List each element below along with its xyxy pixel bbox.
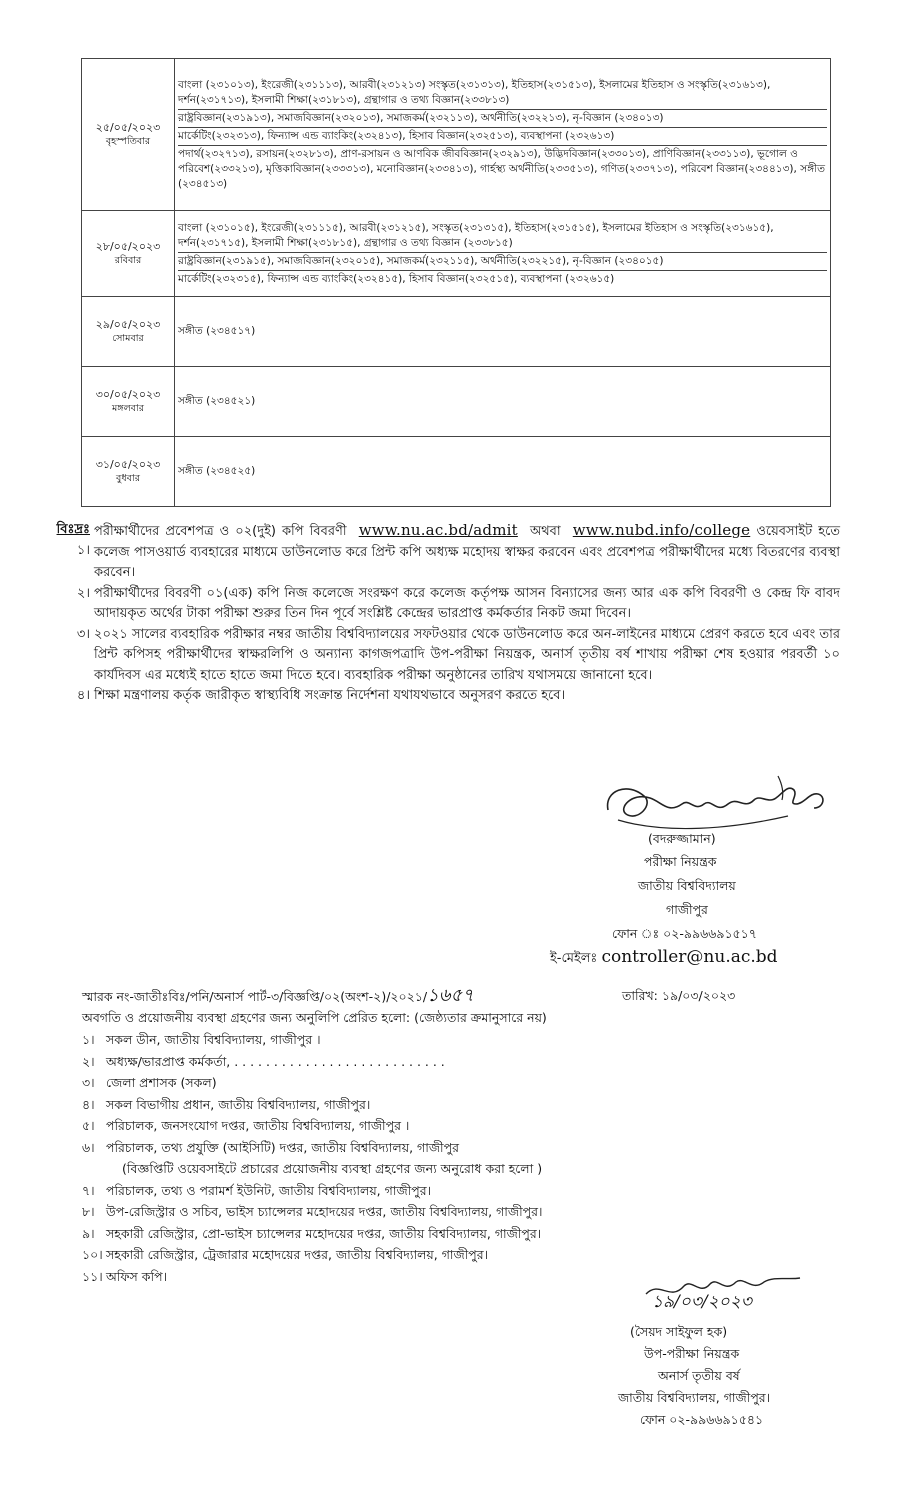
subject-group: রাষ্ট্রবিজ্ঞান(২৩১৯১৩), সমাজবিজ্ঞান(২৩২০১৩), সমাজকর্ম(২৩২১১৩), অর্থনীতি(২৩২২১৩), নৃ-বিজ্ঞান (২৩৪০১৩) (178, 110, 827, 128)
item-number: ৬। (82, 1139, 95, 1155)
routine-row (82, 297, 831, 367)
distribution-item (82, 1029, 782, 1051)
note-number: ১। (76, 542, 90, 558)
item-number: ২। (82, 1053, 95, 1069)
item-text: সহকারী রেজিস্ট্রার, প্রো-ভাইস চ্যান্সেলর মহোদয়ের দপ্তর, জাতীয় বিশ্ববিদ্যালয়, গাজীপুর। (106, 1225, 542, 1241)
exam-date-cell (82, 297, 175, 367)
exam-date: ৩১/০৫/২০২৩ (95, 457, 161, 471)
signatory-designation: উপ-পরীক্ষা নিয়ন্ত্রক (644, 1346, 740, 1361)
item-text: অফিস কপি। (106, 1268, 168, 1284)
distribution-list (82, 1029, 782, 1287)
note-text: পরীক্ষার্থীদের প্রবেশপত্র ও ০২(দুই) কপি বিবরণী (94, 524, 347, 539)
exam-day: বৃহস্পতিবার (105, 135, 151, 147)
note-number: ২। (76, 585, 90, 601)
item-text: পরিচালক, তথ্য প্রযুক্তি (আইসিটি) দপ্তর, জাতীয় বিশ্ববিদ্যালয়, গাজীপুর (106, 1139, 459, 1155)
subject-group: সঙ্গীত (২৩৪৫২১) (178, 395, 256, 407)
signatory-designation: পরীক্ষা নিয়ন্ত্রক (644, 854, 717, 869)
subjects-cell (175, 437, 831, 507)
note-number: ৪। (76, 688, 90, 703)
subjects-cell (175, 211, 831, 297)
note-1 (40, 520, 840, 584)
exam-day: মঙ্গলবার (112, 402, 144, 414)
memo-date: তারিখ: ১৯/০৩/২০২৩ (622, 988, 736, 1003)
note-text: পরীক্ষার্থীদের বিবরণী ০১(এক) কপি নিজ কলেজে সংরক্ষণ করে কলেজ কর্তৃপক্ষ আসন বিন্যাসের জন্য আর এক কপি বিবরণী ও কেন্দ্র ফি বাবদ আদায়কৃত অর্থের টাকা পরীক্ষা শুরুর তিন দিন পূর্বে সংশ্লিষ্ট কেন্দ্রের ভারপ্রাপ্ত কর্মকর্তার নিকট জমা দিবেন। (94, 585, 840, 621)
controller-signature (598, 770, 838, 850)
distribution-item (82, 1223, 782, 1245)
item-number: ৩। (82, 1075, 95, 1090)
item-text: পরিচালক, জনসংযোগ দপ্তর, জাতীয় বিশ্ববিদ্যালয়, গাজীপুর । (106, 1118, 410, 1133)
exam-day: রবিবার (114, 254, 142, 266)
item-number: ১। (82, 1032, 95, 1047)
exam-date: ২৫/০৫/২০২৩ (95, 120, 161, 134)
exam-date-cell (82, 437, 175, 507)
routine-row (82, 437, 831, 507)
signatory-place: গাজীপুর (666, 902, 708, 917)
distribution-item (82, 1137, 782, 1159)
routine-row (82, 211, 831, 297)
notes-section (40, 520, 840, 707)
distribution-item (82, 1051, 782, 1073)
subjects-cell (175, 297, 831, 367)
subject-group: পদার্থ(২৩২৭১৩), রসায়ন(২৩২৮১৩), প্রাণ-রসায়ন ও আণবিক জীববিজ্ঞান(২৩২৯১৩), উদ্ভিদবিজ্ঞান(২৩৩০১৩), প্রাণিবিজ্ঞান(২৩৩১১৩), ভূগোল ও পরিবেশ(২৩৩২১৩), মৃত্তিকাবিজ্ঞান(২৩৩৩১৩), মনোবিজ্ঞান(২৩৩৪১৩), গার্হস্থ্য অর্থনীতি(২৩৩৫১৩), গণিত(২৩৩৭১৩), পরিবেশ বিজ্ঞান(২৩৪৪১৩), সঙ্গীত (২৩৪৫১৩) (178, 147, 825, 190)
note-2 (40, 584, 840, 625)
item-number: ১০। (82, 1247, 103, 1262)
subject-group: বাংলা (২৩১০১৩), ইংরেজী(২৩১১১৩), আরবী(২৩১২১৩) সংস্কৃত(২৩১৩১৩), ইতিহাস(২৩১৫১৩), ইসলামের ইতিহাস ও সংস্কৃতি(২৩১৬১৩), দর্শন(২৩১৭১৩), ইসলামী শিক্ষা(২৩১৮১৩), গ্রন্থাগার ও তথ্য বিজ্ঞান(২৩৩৮১৩) (178, 77, 827, 110)
note-number: ৩। (76, 626, 90, 642)
signatory-phone: ফোন ০২-৯৯৬৬৯১৫৪১ (640, 1412, 764, 1427)
exam-date-cell (82, 367, 175, 437)
note-4 (40, 686, 840, 707)
signatory-phone: ফোন ঃ ০২-৯৯৬৬৯১৫১৭ (612, 926, 757, 941)
memo-intro: অবগতি ও প্রয়োজনীয় ব্যবস্থা গ্রহণের জন্য অনুলিপি প্রেরিত হলো: (জেষ্ঠ্যতার ক্রমানুসারে নয়) (82, 1010, 547, 1025)
item-number: ৭। (82, 1182, 95, 1198)
subject-group: রাষ্ট্রবিজ্ঞান(২৩১৯১৫), সমাজবিজ্ঞান(২৩২০১৫), সমাজকর্ম(২৩২১১৫), অর্থনীতি(২৩২২১৫), নৃ-বিজ্ঞান (২৩৪০১৫) (178, 253, 827, 271)
distribution-item (82, 1201, 782, 1223)
subjects-cell (175, 59, 831, 211)
memo-reference: স্মারক নং-জাতীঃবিঃ/পনি/অনার্স পার্ট-৩/বিজ্ঞপ্তি/০২(অংশ-২)/২০২১/১৬৫৭ (82, 985, 474, 1006)
signatory-name: (বদরুজ্জামান) (648, 831, 716, 846)
item-text: পরিচালক, তথ্য ও পরামর্শ ইউনিট, জাতীয় বিশ্ববিদ্যালয়, গাজীপুর। (106, 1182, 432, 1198)
item-number: ৯। (82, 1225, 95, 1241)
signatory-institution: জাতীয় বিশ্ববিদ্যালয় (638, 878, 736, 893)
subject-group: মার্কেটিং(২৩২৩১৩), ফিন্যান্স এন্ড ব্যাংকিং(২৩২৪১৩), হিসাব বিজ্ঞান(২৩২৫১৩), ব্যবস্থাপনা (২৩২৬১৩) (178, 128, 827, 146)
signatory-institution: জাতীয় বিশ্ববিদ্যালয়, গাজীপুর। (618, 1390, 771, 1405)
subject-group: বাংলা (২৩১০১৫), ইংরেজী(২৩১১১৫), আরবী(২৩১২১৫), সংস্কৃত(২৩১৩১৫), ইতিহাস(২৩১৫১৫), ইসলামের ইতিহাস ও সংস্কৃতি(২৩১৬১৫), দর্শন(২৩১৭১৫), ইসলামী শিক্ষা(২৩১৮১৫), গ্রন্থাগার ও তথ্য বিজ্ঞান (২৩৩৮১৫) (178, 220, 827, 253)
signature-date: ১৯/০৩/২০২৩ (652, 1292, 752, 1312)
routine-row (82, 59, 831, 211)
distribution-item (82, 1180, 782, 1202)
item-text: সকল ডীন, জাতীয় বিশ্ববিদ্যালয়, গাজীপুর । (106, 1032, 321, 1047)
item-number: ৫। (82, 1118, 95, 1133)
exam-date-cell (82, 59, 175, 211)
note-text: শিক্ষা মন্ত্রণালয় কর্তৃক জারীকৃত স্বাস্থ্যবিধি সংক্রান্ত নির্দেশনা যথাযথভাবে অনুসরণ করতে হবে। (94, 688, 566, 703)
routine-row (82, 367, 831, 437)
signatory-section: অনার্স তৃতীয় বর্ষ (658, 1368, 740, 1383)
memo-number: ১৬৫৭ (427, 985, 474, 1006)
exam-date: ৩০/০৫/২০২৩ (95, 387, 161, 401)
item-text: অধ্যক্ষ/ভারপ্রাপ্ত কর্মকর্তা, . . . . . . . . . . . . . . . . . . . . . . . . . . . (106, 1053, 445, 1069)
exam-day: বুধবার (116, 472, 140, 484)
item-number: ৪। (82, 1096, 95, 1112)
note-or: অথবা (529, 524, 561, 539)
college-link[interactable]: www.nubd.info/college (572, 521, 751, 539)
admit-link[interactable]: www.nu.ac.bd/admit (358, 521, 518, 539)
email-label: ই-মেইলঃ (550, 951, 598, 966)
signatory-email-line (550, 946, 778, 970)
email-address[interactable]: controller@nu.ac.bd (601, 947, 778, 967)
distribution-item (82, 1094, 782, 1116)
exam-routine-table (81, 58, 831, 507)
exam-date: ২৯/০৫/২০২৩ (95, 317, 161, 331)
note-text: ২০২১ সালের ব্যবহারিক পরীক্ষার নম্বর জাতীয় বিশ্ববিদ্যালয়ের সফটওয়ার থেকে ডাউনলোড করে অন-লাইনের মাধ্যমে প্রেরণ করতে হবে এবং তার প্রিন্ট কপিসহ পরীক্ষার্থীদের স্বাক্ষরলিপি ও অন্যান্য কাগজপত্রাদি উপ-পরীক্ষা নিয়ন্ত্রক, অনার্স তৃতীয় বর্ষ শাখায় পরীক্ষা শেষ হওয়ার পরবর্তী ১০ কার্যদিবস এর মধ্যেই হাতে হাতে জমা দিতে হবে। ব্যবহারিক পরীক্ষা অনুষ্ঠানের তারিখ যথাসময়ে জানানো হবে। (94, 626, 840, 683)
distribution-item (82, 1158, 782, 1180)
exam-date-cell (82, 211, 175, 297)
subjects-cell (175, 367, 831, 437)
item-text: (বিজ্ঞপ্তিটি ওয়েবসাইটে প্রচারের প্রয়োজনীয় ব্যবস্থা গ্রহণের জন্য অনুরোধ করা হলো ) (122, 1161, 543, 1176)
subject-group: সঙ্গীত (২৩৪৫১৭) (178, 325, 256, 337)
subject-group: মার্কেটিং(২৩২৩১৫), ফিন্যান্স এন্ড ব্যাংকিং(২৩২৪১৫), হিসাব বিজ্ঞান(২৩২৫১৫), ব্যবস্থাপনা (২৩২৬১৫) (178, 272, 615, 285)
distribution-item (82, 1072, 782, 1094)
subject-group: সঙ্গীত (২৩৪৫২৫) (178, 465, 256, 477)
item-text: সহকারী রেজিস্ট্রার, ট্রেজারার মহোদয়ের দপ্তর, জাতীয় বিশ্ববিদ্যালয়, গাজীপুর। (106, 1247, 489, 1262)
signatory-name: (সৈয়দ সাইফুল হক) (630, 1324, 728, 1339)
note-text-cont: ওয়েবসাইট হতে কলেজ পাসওয়ার্ড ব্যবহারের মাধ্যমে ডাউনলোড করে প্রিন্ট কপি অধ্যক্ষ মহোদয় স্বাক্ষর করবেন এবং প্রবেশপত্র পরীক্ষার্থীদের মধ্যে বিতরণের ব্যবস্থা করবেন। (94, 524, 841, 580)
distribution-item (82, 1115, 782, 1137)
item-number: ৮। (82, 1204, 95, 1219)
item-text: জেলা প্রশাসক (সকল) (106, 1075, 217, 1090)
exam-date: ২৮/০৫/২০২৩ (95, 239, 161, 253)
notes-heading: বিঃদ্রঃ (56, 522, 90, 537)
distribution-item (82, 1244, 782, 1266)
item-text: সকল বিভাগীয় প্রধান, জাতীয় বিশ্ববিদ্যালয়, গাজীপুর। (106, 1096, 371, 1112)
item-text: উপ-রেজিস্ট্রার ও সচিব, ভাইস চ্যান্সেলর মহোদয়ের দপ্তর, জাতীয় বিশ্ববিদ্যালয়, গাজীপুর। (106, 1204, 543, 1219)
exam-day: সোমবার (112, 332, 144, 344)
note-3 (40, 625, 840, 687)
item-number: ১১। (82, 1268, 103, 1284)
